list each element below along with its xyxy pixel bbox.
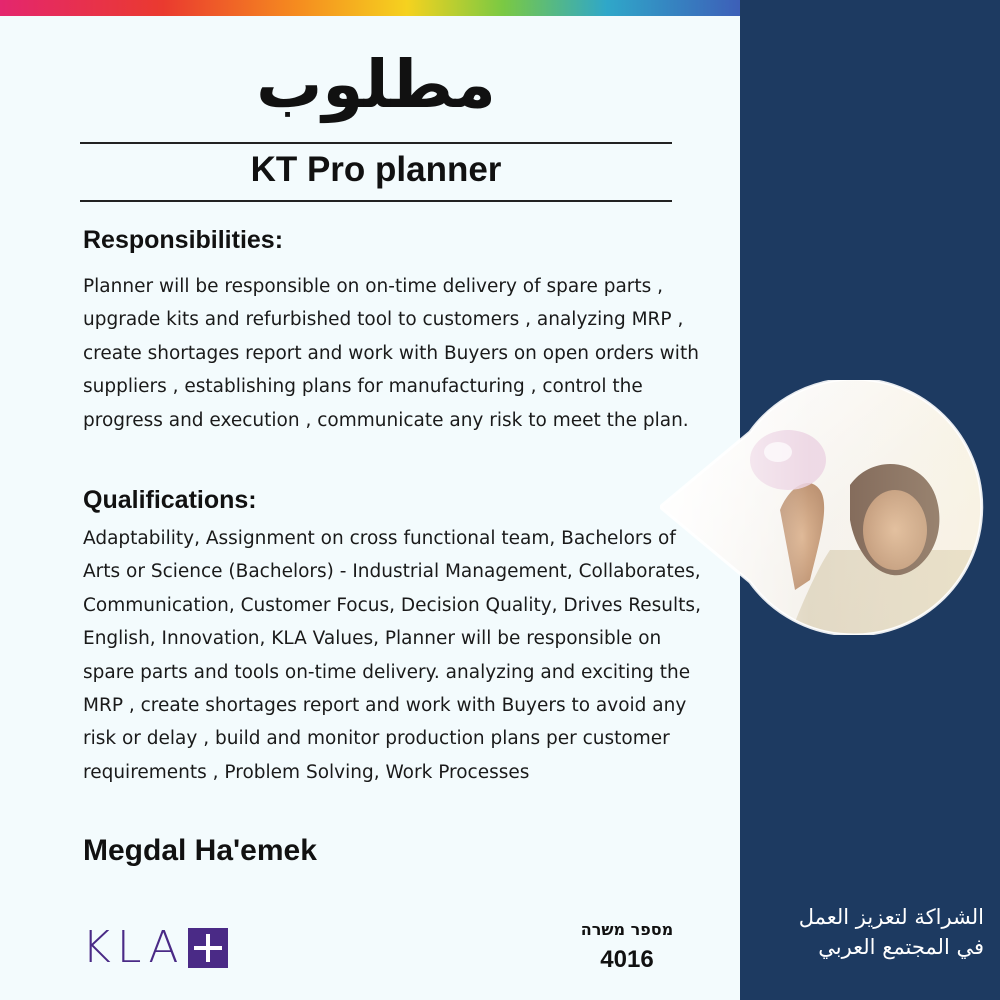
divider-bottom bbox=[80, 200, 672, 202]
partner-tagline bbox=[752, 902, 984, 962]
qualifications-heading: Qualifications: bbox=[83, 486, 257, 514]
job-number: 4016 bbox=[600, 946, 654, 973]
responsibilities-heading: Responsibilities: bbox=[83, 226, 284, 254]
responsibilities-text: Planner will be responsible on on-time delivery of spare parts , upgrade kits and refurbished tool to customers , analyzing MRP , create shortages report and work with Buyers on open orders with suppliers , establishing plans for manufacturing , control the progress and execution , communicate any risk to meet the plan. bbox=[83, 276, 699, 431]
page-title: مطلوب bbox=[256, 46, 496, 123]
qualifications-text: Adaptability, Assignment on cross functional team, Bachelors of Arts or Science (Bachelors) - Industrial Management, Collaborates, Communication, Customer Focus, Decision Quality, Drives Results, English, Innovation, KLA Values, Planner will be responsible on spare parts and tools on-time delivery. analyzing and exciting the MRP , create shortages report and work with Buyers to avoid any risk or delay , build and monitor production plans per customer requirements , Problem Solving, Work Processes bbox=[83, 528, 701, 783]
logo-wordmark: KLA bbox=[82, 922, 185, 973]
plus-icon bbox=[188, 928, 228, 968]
job-title: KT Pro planner bbox=[250, 150, 502, 189]
partner-line-2: في المجتمع العربي bbox=[818, 935, 984, 959]
job-number-label: מספר משרה bbox=[580, 920, 674, 939]
partner-line-1: الشراكة لتعزيز العمل bbox=[798, 905, 984, 929]
job-location: Megdal Ha'emek bbox=[83, 834, 317, 867]
divider-top bbox=[80, 142, 672, 144]
kla-logo bbox=[82, 922, 228, 973]
photo-bubble bbox=[660, 380, 990, 635]
rainbow-top-bar bbox=[0, 0, 740, 16]
